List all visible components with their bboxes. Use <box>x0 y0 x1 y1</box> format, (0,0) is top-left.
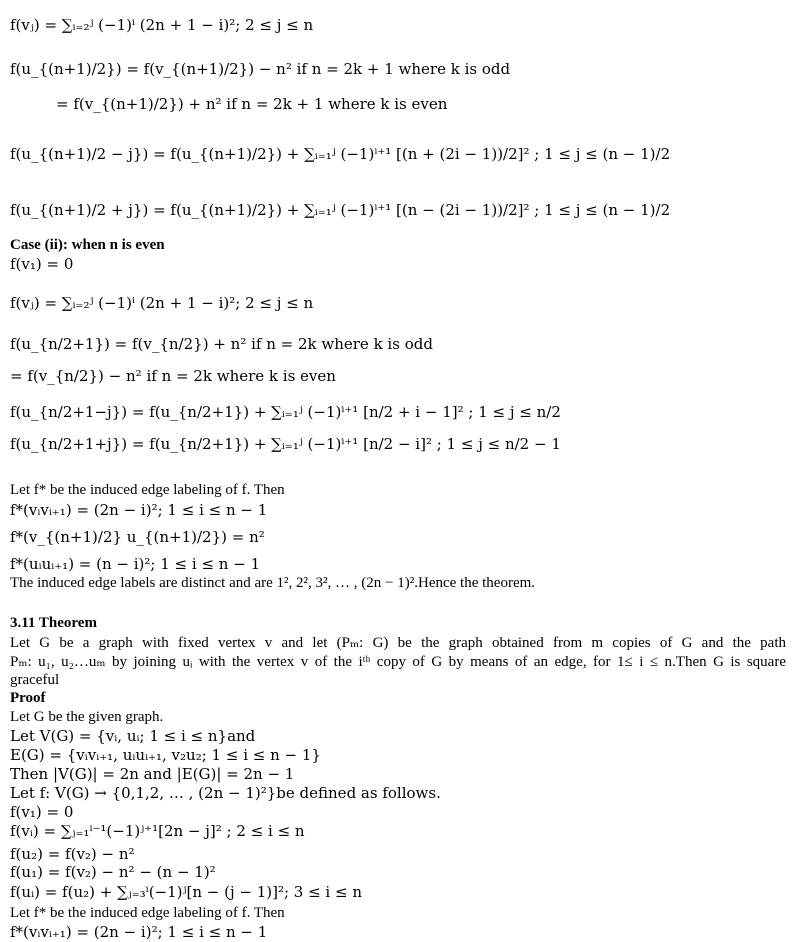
equation-edge-v: f*(vᵢvᵢ₊₁) = (2n − i)²; 1 ≤ i ≤ n − 1 <box>10 501 268 519</box>
equation-f-u-mid-even: = f(v_{(n+1)/2}) + n² if n = 2k + 1 where k is even <box>56 95 448 113</box>
case-ii-heading: Case (ii): when n is even <box>10 237 165 253</box>
equation-f-u-minus-j: f(u_{(n+1)/2 − j}) = f(u_{(n+1)/2}) + ∑ᵢ₌₁ʲ (−1)ⁱ⁺¹ [(n + (2i − 1))/2]² ; 1 ≤ j ≤ (n − 1)/2 <box>10 145 671 163</box>
proof-f-vi: f(vᵢ) = ∑ⱼ₌₁ⁱ⁻¹(−1)ʲ⁺¹[2n − j]² ; 2 ≤ i ≤ n <box>10 822 305 840</box>
equation-f-v1: f(v₁) = 0 <box>10 255 74 273</box>
induced-labeling-intro: Let f* be the induced edge labeling of f. Then <box>10 482 285 498</box>
theorem-statement-line-1: Let G be a graph with fixed vertex v and let (Pₘ: G) be the graph obtained from m copies of G and the path <box>10 635 786 651</box>
equation-f-u-plus-j: f(u_{(n+1)/2 + j}) = f(u_{(n+1)/2}) + ∑ᵢ₌₁ʲ (−1)ⁱ⁺¹ [(n − (2i − 1))/2]² ; 1 ≤ j ≤ (n − 1)/2 <box>10 201 671 219</box>
proof-edge-set: E(G) = {vᵢvᵢ₊₁, uᵢuᵢ₊₁, v₂u₂; 1 ≤ i ≤ n − 1} <box>10 746 321 764</box>
proof-edge-v: f*(vᵢvᵢ₊₁) = (2n − i)²; 1 ≤ i ≤ n − 1 <box>10 923 268 941</box>
proof-induced-labeling-intro: Let f* be the induced edge labeling of f. Then <box>10 905 285 921</box>
proof-cardinalities: Then |V(G)| = 2n and |E(G)| = 2n − 1 <box>10 765 295 783</box>
equation-f-u-half-minus-j: f(u_{n/2+1−j}) = f(u_{n/2+1}) + ∑ᵢ₌₁ʲ (−1)ⁱ⁺¹ [n/2 + i − 1]² ; 1 ≤ j ≤ n/2 <box>10 403 561 421</box>
theorem-statement-line-3: graceful <box>10 672 60 688</box>
proof-f-u1: f(u₁) = f(v₂) − n² − (n − 1)² <box>10 863 216 881</box>
proof-labeling-def: Let f: V(G) → {0,1,2, … , (2n − 1)²}be defined as follows. <box>10 784 441 802</box>
proof-line-given: Let G be the given graph. <box>10 709 164 725</box>
equation-f-u-half-even: = f(v_{n/2}) − n² if n = 2k where k is even <box>10 367 336 385</box>
proof-heading: Proof <box>10 690 46 706</box>
equation-f-u-mid-odd: f(u_{(n+1)/2}) = f(v_{(n+1)/2}) − n² if n = 2k + 1 where k is odd <box>10 60 511 78</box>
proof-f-ui: f(uᵢ) = f(u₂) + ∑ⱼ₌₃ⁱ(−1)ʲ[n − (j − 1)]²; 3 ≤ i ≤ n <box>10 883 362 901</box>
theorem-statement-line-2: Pₘ: u₁, u₂…uₘ by joining uᵢ with the vertex v of the iᵗʰ copy of G by means of an edge, for 1≤ i ≤ n.Then G is square <box>10 654 786 670</box>
equation-f-u-half-plus-j: f(u_{n/2+1+j}) = f(u_{n/2+1}) + ∑ᵢ₌₁ʲ (−1)ⁱ⁺¹ [n/2 − i]² ; 1 ≤ j ≤ n/2 − 1 <box>10 435 561 453</box>
theorem-heading: 3.11 Theorem <box>10 615 97 631</box>
equation-edge-u: f*(uᵢuᵢ₊₁) = (n − i)²; 1 ≤ i ≤ n − 1 <box>10 555 261 573</box>
equation-f-vj: f(vⱼ) = ∑ᵢ₌₂ʲ (−1)ⁱ (2n + 1 − i)²; 2 ≤ j ≤ n <box>10 16 314 34</box>
proof-f-u2: f(u₂) = f(v₂) − n² <box>10 845 135 863</box>
equation-f-vj-even: f(vⱼ) = ∑ᵢ₌₂ʲ (−1)ⁱ (2n + 1 − i)²; 2 ≤ j ≤ n <box>10 294 314 312</box>
equation-f-u-half-odd: f(u_{n/2+1}) = f(v_{n/2}) + n² if n = 2k where k is odd <box>10 335 433 353</box>
conclusion-sentence: The induced edge labels are distinct and are 1², 2², 3², … , (2n − 1)².Hence the theorem. <box>10 575 536 591</box>
proof-vertex-set: Let V(G) = {vᵢ, uᵢ; 1 ≤ i ≤ n}and <box>10 727 256 745</box>
proof-f-v1: f(v₁) = 0 <box>10 803 74 821</box>
equation-edge-vu: f*(v_{(n+1)/2} u_{(n+1)/2}) = n² <box>10 528 265 546</box>
